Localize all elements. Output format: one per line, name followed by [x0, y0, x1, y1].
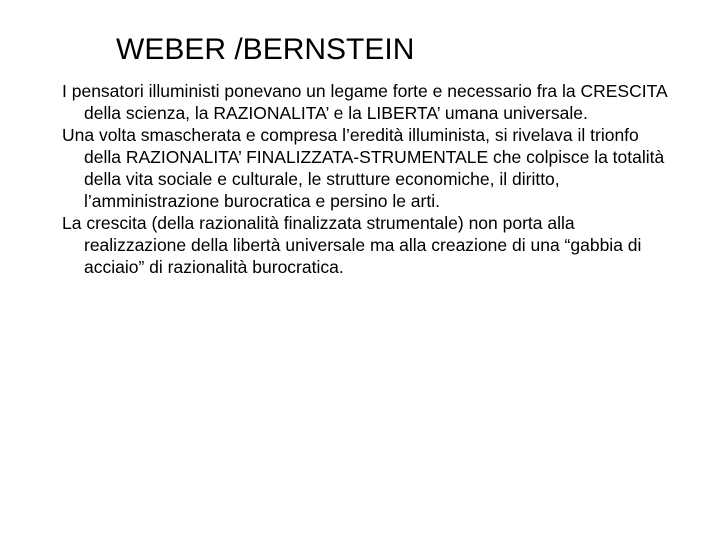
- slide-body: [62, 80, 668, 278]
- paragraph-instrumental-rationality: Una volta smascherata e compresa l’eredità illuminista, si rivelava il trionfo della RAZIONALITA’ FINALIZZATA-STRUMENTALE che colpisce la totalità della vita sociale e culturale, le strutture economiche, il diritto, l’amministrazione burocratica e persino le arti.: [62, 125, 665, 211]
- paragraph-enlightenment: I pensatori illuministi ponevano un legame forte e necessario fra la CRESCITA della scienza, la RAZIONALITA’ e la LIBERTA’ umana universale.: [62, 81, 667, 123]
- slide-title: WEBER /BERNSTEIN: [116, 33, 415, 66]
- paragraph-iron-cage: La crescita (della razionalità finalizzata strumentale) non porta alla realizzazione della libertà universale ma alla creazione di una “gabbia di acciaio” di razionalità burocratica.: [62, 213, 642, 277]
